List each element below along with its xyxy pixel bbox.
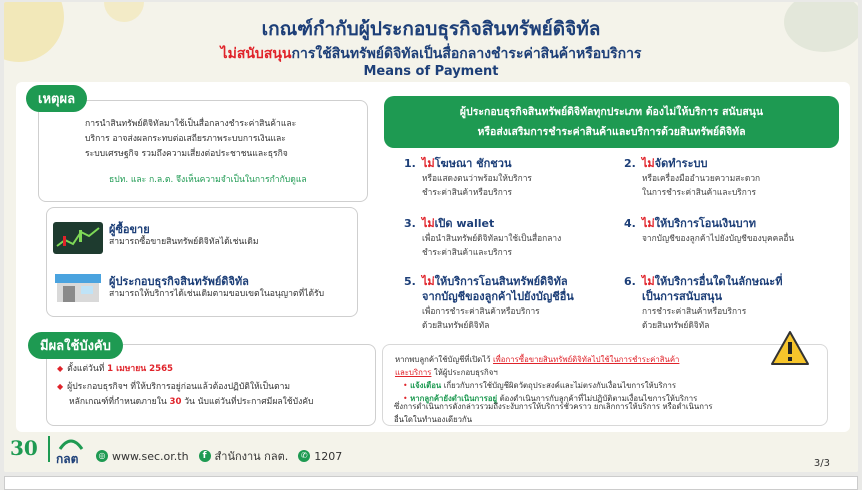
rule-body: ด้วยสินทรัพย์ดิจิทัล <box>642 320 710 330</box>
content-panel <box>16 82 850 432</box>
sec-logo-icon <box>58 436 84 450</box>
warning-text: หากพบลูกค้าใช้บัญชีที่เปิดไว้ เพื่อการซื้อขายสินทรัพย์ดิจิทัลไปใช้ในการชำระค่าสินค้า และบริการ ให้ผู้ประกอบธุรกิจฯ • แจ้งเตือน เกี่ยวกับการใช้บัญชีผิดวัตถุประสงค์และไม่ตรงกับเงื่อนไขการให้บริการ • หากลูกค้ายังดำเนินการอยู่ ต้องดำเนินการกับลูกค้าที่ไม่ปฏิบัติตามเงื่อนไขการให้บริการ <box>395 355 698 403</box>
rule-head: จัดทำระบบ <box>654 157 708 170</box>
rule-number: 3. <box>404 217 416 230</box>
warning-intro: หากพบลูกค้าใช้บัญชีที่เปิดไว้ <box>395 355 493 364</box>
hotline-number: 1207 <box>314 449 343 463</box>
warning-text-line: เกี่ยวกับการใช้บัญชีผิดวัตถุประสงค์และไม่ตรงกับเงื่อนไขการให้บริการ <box>441 381 677 390</box>
banner-line: หรือส่งเสริมการชำระค่าสินค้าและบริการด้วยสินทรัพย์ดิจิทัล <box>477 126 746 138</box>
reason-line: การนำสินทรัพย์ดิจิทัลมาใช้เป็นสื่อกลางชำระค่าสินค้าและ <box>85 119 297 129</box>
reason-note: ธปท. และ ก.ล.ต. จึงเห็นความจำเป็นในการกำกับดูแล <box>109 175 307 185</box>
rule-item <box>624 156 834 199</box>
party-title: ผู้ประกอบธุรกิจสินทรัพย์ดิจิทัล <box>109 275 249 288</box>
rule-number: 2. <box>624 157 636 170</box>
banner-line: ผู้ประกอบธุรกิจสินทรัพย์ดิจิทัลทุกประเภท ต้องไม่ให้บริการ สนับสนุน <box>459 106 764 118</box>
rule-body: เพื่อนำสินทรัพย์ดิจิทัลมาใช้เป็นสื่อกลาง <box>422 233 562 243</box>
warning-continuation <box>394 400 814 426</box>
footer <box>4 432 858 472</box>
rule-item <box>404 274 614 332</box>
rule-body: ชำระค่าสินค้าหรือบริการ <box>422 187 512 197</box>
party-title: ผู้ซื้อขาย <box>109 223 150 236</box>
effective-text: หลักเกณฑ์ที่กำหนดภายใน <box>69 397 170 407</box>
bullet-icon: ◆ <box>57 382 64 391</box>
effective-text: ตั้งแต่วันที่ <box>67 364 108 374</box>
rule-no: ไม่ <box>641 157 655 170</box>
rule-head: ให้บริการอื่นใดในลักษณะที่ <box>654 275 783 288</box>
rule-head: ให้บริการโอนสินทรัพย์ดิจิทัล <box>434 275 568 288</box>
effective-date: 1 เมษายน 2565 <box>107 364 174 374</box>
requirement-banner <box>384 96 839 148</box>
rule-number: 6. <box>624 275 636 288</box>
rule-no: ไม่ <box>641 275 655 288</box>
reason-line: ระบบเศรษฐกิจ รวมถึงความเสี่ยงต่อประชาชนและธุรกิจ <box>85 149 288 159</box>
rule-head: ให้บริการโอนเงินบาท <box>654 217 756 230</box>
page-title: เกณฑ์กำกับผู้ประกอบธุรกิจสินทรัพย์ดิจิทัล <box>261 18 601 40</box>
trading-chart-icon <box>53 222 103 254</box>
anniversary-logo: 30 <box>10 436 38 460</box>
rule-body: ในการชำระค่าสินค้าและบริการ <box>642 187 757 197</box>
warning-text-line: ให้ผู้ประกอบธุรกิจฯ <box>431 368 498 377</box>
warning-text-line: ซึ่งการดำเนินการดังกล่าวรวมถึงระงับการให้บริการชั่วคราว ยกเลิกการให้บริการ หรือดำเนินการ <box>394 402 713 411</box>
party-desc: สามารถซื้อขายสินทรัพย์ดิจิทัลได้เช่นเดิม <box>109 237 259 247</box>
warning-text-line: อื่นใดในทำนองเดียวกัน <box>394 415 473 424</box>
phone-icon: ✆ <box>298 450 310 462</box>
effective-text: วัน นับแต่วันที่ประกาศมีผลใช้บังคับ <box>181 397 314 407</box>
rule-item <box>624 274 834 332</box>
subtitle-text: การใช้สินทรัพย์ดิจิทัลเป็นสื่อกลางชำระค่าสินค้าหรือบริการ <box>291 46 642 62</box>
parties-box <box>46 207 358 317</box>
rule-item <box>404 216 614 259</box>
subtitle-emphasis: ไม่สนับสนุน <box>220 46 292 62</box>
rule-body: เพื่อการชำระค่าสินค้าหรือบริการ <box>422 306 540 316</box>
rule-number: 4. <box>624 217 636 230</box>
warning-text-line: ต้องดำเนินการกับลูกค้าที่ไม่ปฏิบัติตามเงื่อนไขการให้บริการ <box>497 394 698 403</box>
subtitle-english: Means of Payment <box>363 64 499 79</box>
warning-emphasis: เพื่อการซื้อขายสินทรัพย์ดิจิทัลไปใช้ในการชำระค่าสินค้า <box>493 355 680 364</box>
footer-contacts <box>96 447 342 465</box>
party-desc: สามารถให้บริการได้เช่นเดิมตามขอบเขตในอนุญาตที่ได้รับ <box>109 289 325 299</box>
effective-days: 30 <box>169 397 182 407</box>
effective-line <box>69 395 314 410</box>
divider <box>48 436 50 462</box>
rule-body: ด้วยสินทรัพย์ดิจิทัล <box>422 320 490 330</box>
shop-icon <box>53 270 103 304</box>
rule-body: หรือเครื่องมืออำนวยความสะดวก <box>642 173 761 183</box>
rule-body: ชำระค่าสินค้าและบริการ <box>422 247 512 257</box>
rule-number: 1. <box>404 157 416 170</box>
rule-number: 5. <box>404 275 416 288</box>
rule-body: การชำระค่าสินค้าหรือบริการ <box>642 306 747 316</box>
effective-line <box>57 361 173 377</box>
facebook-link[interactable]: สำนักงาน กลต. <box>214 450 289 463</box>
rule-no: ไม่ <box>641 217 655 230</box>
effective-text: ผู้ประกอบธุรกิจฯ ที่ให้บริการอยู่ก่อนแล้วต้องปฏิบัติให้เป็นตาม <box>67 382 291 392</box>
rule-head: เปิด wallet <box>434 217 495 230</box>
rule-item <box>404 156 614 199</box>
rule-item <box>624 216 834 245</box>
reason-line: บริการ อาจส่งผลกระทบต่อเสถียรภาพระบบการเงินและ <box>85 134 286 144</box>
rule-head: จากบัญชีของลูกค้าไปยังบัญชีอื่น <box>422 290 574 303</box>
slide <box>4 2 858 472</box>
warning-emphasis: และบริการ <box>395 368 432 377</box>
page-number: 3/3 <box>813 458 830 469</box>
reason-label: เหตุผล <box>26 85 87 112</box>
bullet-icon: ◆ <box>57 364 64 373</box>
effective-line <box>57 379 290 395</box>
facebook-icon: f <box>199 450 211 462</box>
rule-body: จากบัญชีของลูกค้าไปยังบัญชีของบุคคลอื่น <box>642 233 795 243</box>
bottom-strip <box>4 476 858 490</box>
rule-no: ไม่ <box>421 217 435 230</box>
reason-box <box>38 100 368 202</box>
globe-icon: ◎ <box>96 450 108 462</box>
warning-icon <box>770 330 810 366</box>
reason-text <box>85 117 296 162</box>
rule-no: ไม่ <box>421 275 435 288</box>
website-link[interactable]: www.sec.or.th <box>112 449 189 463</box>
rule-head: โฆษณา ชักชวน <box>434 157 512 170</box>
warning-action: แจ้งเตือน <box>410 381 442 390</box>
rule-head: เป็นการสนับสนุน <box>642 290 722 303</box>
rule-body: หรือแสดงตนว่าพร้อมให้บริการ <box>422 173 532 183</box>
sec-logo-text: กลต <box>56 452 79 466</box>
rule-no: ไม่ <box>421 157 435 170</box>
subtitle <box>4 43 858 65</box>
effective-label: มีผลใช้บังคับ <box>28 332 123 359</box>
warning-action: หากลูกค้ายังดำเนินการอยู่ <box>410 394 498 403</box>
